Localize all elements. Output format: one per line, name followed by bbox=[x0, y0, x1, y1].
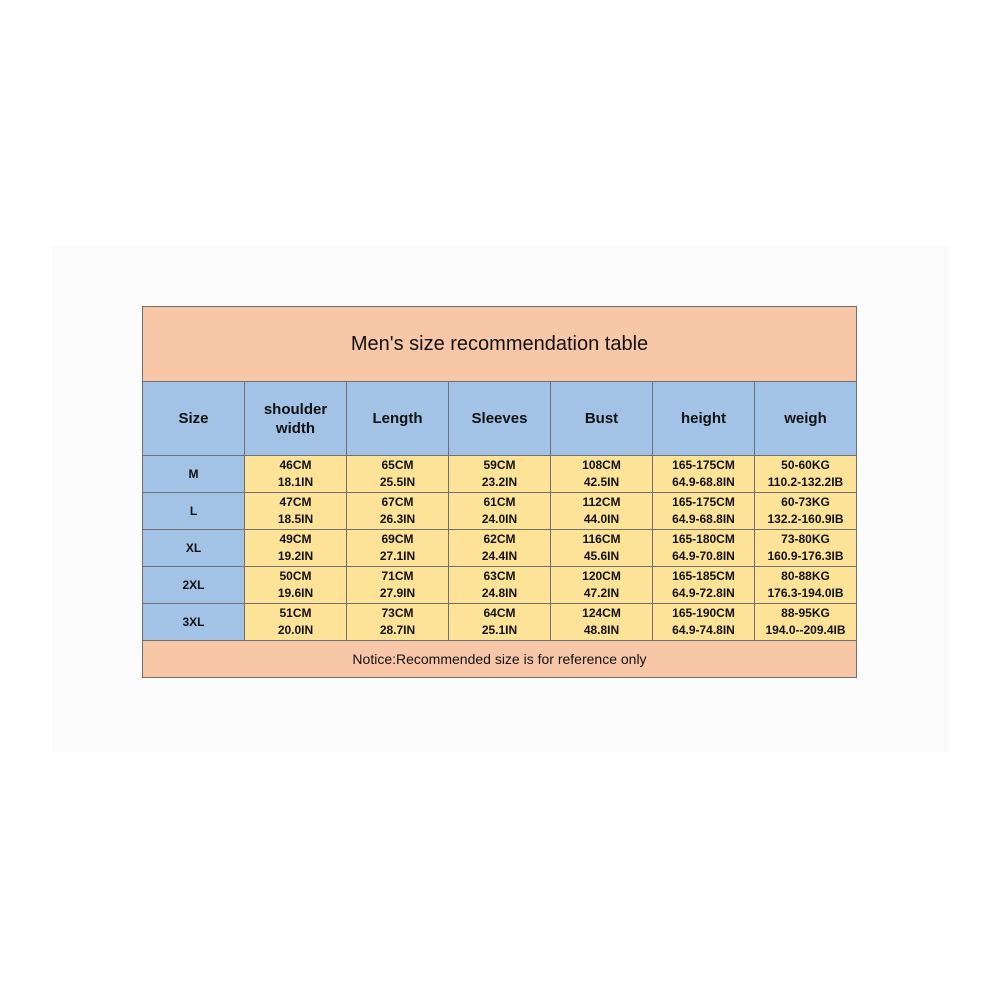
sleeves-cell bbox=[449, 493, 551, 530]
bust-cm-value: 112CM bbox=[582, 495, 621, 509]
notice-text: Notice:Recommended size is for reference only bbox=[143, 641, 857, 678]
bust-cm-value: 116CM bbox=[582, 532, 621, 546]
weigh-cm-value: 50-60KG bbox=[781, 458, 830, 472]
bust-cm-value: 120CM bbox=[582, 569, 621, 583]
notice-row bbox=[143, 641, 857, 678]
height-cm-value: 165-175CM bbox=[672, 458, 735, 472]
header-shoulder-width bbox=[245, 382, 347, 456]
height-cm-value: 165-175CM bbox=[672, 495, 735, 509]
length-cm-value: 65CM bbox=[381, 458, 414, 472]
height-cell bbox=[653, 530, 755, 567]
shoulder-cm-value: 46CM bbox=[279, 458, 312, 472]
bust-in-value: 45.6IN bbox=[583, 549, 620, 563]
sleeves-in-value: 25.1IN bbox=[481, 623, 518, 637]
bust-cell bbox=[551, 493, 653, 530]
bust-cm-value: 108CM bbox=[582, 458, 621, 472]
table-row bbox=[143, 604, 857, 641]
shoulder-cm-value: 49CM bbox=[279, 532, 312, 546]
length-cm-value: 71CM bbox=[381, 569, 414, 583]
height-cell bbox=[653, 567, 755, 604]
weigh-cell bbox=[755, 604, 857, 641]
length-cell bbox=[347, 604, 449, 641]
sleeves-cm-value: 63CM bbox=[483, 569, 516, 583]
sleeves-cm-value: 59CM bbox=[483, 458, 516, 472]
length-in-value: 25.5IN bbox=[379, 475, 416, 489]
height-in-value: 64.9-74.8IN bbox=[672, 623, 735, 637]
header-row bbox=[143, 382, 857, 456]
length-in-value: 27.9IN bbox=[379, 586, 416, 600]
sleeves-cm-value: 62CM bbox=[483, 532, 516, 546]
weigh-cm-value: 60-73KG bbox=[781, 495, 830, 509]
shoulder-cell bbox=[245, 530, 347, 567]
length-in-value: 26.3IN bbox=[379, 512, 416, 526]
header-sleeves: Sleeves bbox=[449, 382, 551, 456]
bust-cm-value: 124CM bbox=[582, 606, 621, 620]
length-in-value: 27.1IN bbox=[379, 549, 416, 563]
bust-cell bbox=[551, 567, 653, 604]
bust-in-value: 47.2IN bbox=[583, 586, 620, 600]
shoulder-cm-value: 50CM bbox=[279, 569, 312, 583]
shoulder-cm-value: 47CM bbox=[279, 495, 312, 509]
weigh-cell bbox=[755, 493, 857, 530]
shoulder-cell bbox=[245, 456, 347, 493]
bust-in-value: 48.8IN bbox=[583, 623, 620, 637]
bust-cell bbox=[551, 456, 653, 493]
weigh-cell bbox=[755, 567, 857, 604]
height-cell bbox=[653, 493, 755, 530]
header-length: Length bbox=[347, 382, 449, 456]
weigh-cm-value: 88-95KG bbox=[781, 606, 830, 620]
shoulder-in-value: 18.5IN bbox=[277, 512, 314, 526]
sleeves-in-value: 24.8IN bbox=[481, 586, 518, 600]
shoulder-cell bbox=[245, 604, 347, 641]
height-cell bbox=[653, 456, 755, 493]
height-in-value: 64.9-72.8IN bbox=[672, 586, 735, 600]
bust-cell bbox=[551, 530, 653, 567]
size-label: 2XL bbox=[143, 567, 245, 604]
table-row bbox=[143, 530, 857, 567]
title-row bbox=[143, 307, 857, 382]
height-cm-value: 165-185CM bbox=[672, 569, 735, 583]
height-cm-value: 165-180CM bbox=[672, 532, 735, 546]
table-row bbox=[143, 567, 857, 604]
sleeves-in-value: 24.4IN bbox=[481, 549, 518, 563]
weigh-in-value: 160.9-176.3IB bbox=[767, 549, 844, 563]
shoulder-in-value: 19.6IN bbox=[277, 586, 314, 600]
height-in-value: 64.9-68.8IN bbox=[672, 475, 735, 489]
sleeves-in-value: 24.0IN bbox=[481, 512, 518, 526]
size-label: 3XL bbox=[143, 604, 245, 641]
weigh-cm-value: 73-80KG bbox=[781, 532, 830, 546]
height-in-value: 64.9-68.8IN bbox=[672, 512, 735, 526]
weigh-cell bbox=[755, 456, 857, 493]
header-bust: Bust bbox=[551, 382, 653, 456]
sleeves-in-value: 23.2IN bbox=[481, 475, 518, 489]
sleeves-cm-value: 61CM bbox=[483, 495, 516, 509]
shoulder-cm-value: 51CM bbox=[279, 606, 312, 620]
sleeves-cell bbox=[449, 456, 551, 493]
sleeves-cell bbox=[449, 567, 551, 604]
header-shoulder-line1: shoulder bbox=[263, 400, 328, 418]
shoulder-cell bbox=[245, 493, 347, 530]
size-label: L bbox=[143, 493, 245, 530]
weigh-in-value: 194.0--209.4IB bbox=[765, 623, 846, 637]
length-cell bbox=[347, 456, 449, 493]
height-in-value: 64.9-70.8IN bbox=[672, 549, 735, 563]
weigh-in-value: 110.2-132.2IB bbox=[767, 475, 844, 489]
sleeves-cm-value: 64CM bbox=[483, 606, 516, 620]
sleeves-cell bbox=[449, 604, 551, 641]
table-row bbox=[143, 493, 857, 530]
height-cell bbox=[653, 604, 755, 641]
length-cell bbox=[347, 493, 449, 530]
bust-in-value: 44.0IN bbox=[583, 512, 620, 526]
header-weigh: weigh bbox=[755, 382, 857, 456]
header-size: Size bbox=[143, 382, 245, 456]
length-in-value: 28.7IN bbox=[379, 623, 416, 637]
size-label: XL bbox=[143, 530, 245, 567]
length-cell bbox=[347, 530, 449, 567]
weigh-in-value: 176.3-194.0IB bbox=[767, 586, 844, 600]
size-label: M bbox=[143, 456, 245, 493]
sleeves-cell bbox=[449, 530, 551, 567]
weigh-cm-value: 80-88KG bbox=[781, 569, 830, 583]
shoulder-in-value: 19.2IN bbox=[277, 549, 314, 563]
length-cm-value: 73CM bbox=[381, 606, 414, 620]
height-cm-value: 165-190CM bbox=[672, 606, 735, 620]
length-cm-value: 69CM bbox=[381, 532, 414, 546]
shoulder-cell bbox=[245, 567, 347, 604]
bust-in-value: 42.5IN bbox=[583, 475, 620, 489]
table-row bbox=[143, 456, 857, 493]
size-rows bbox=[143, 456, 857, 641]
weigh-cell bbox=[755, 530, 857, 567]
shoulder-in-value: 18.1IN bbox=[277, 475, 314, 489]
length-cm-value: 67CM bbox=[381, 495, 414, 509]
shoulder-in-value: 20.0IN bbox=[277, 623, 314, 637]
size-recommendation-table bbox=[142, 306, 857, 678]
length-cell bbox=[347, 567, 449, 604]
weigh-in-value: 132.2-160.9IB bbox=[767, 512, 844, 526]
header-shoulder-line2: width bbox=[275, 419, 316, 437]
bust-cell bbox=[551, 604, 653, 641]
header-height: height bbox=[653, 382, 755, 456]
table-title: Men's size recommendation table bbox=[143, 307, 857, 382]
